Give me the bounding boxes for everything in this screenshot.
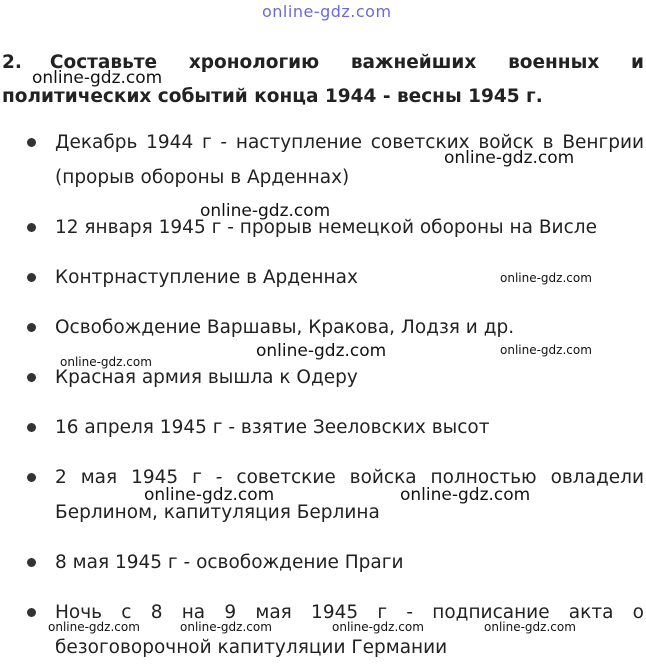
bullet-icon (27, 323, 36, 332)
bullet-icon (27, 608, 36, 617)
list-item-text: Ночь с 8 на 9 мая 1945 г - подписание акта о безоговорочной капитуляции Германии (55, 602, 644, 658)
watermark: online-gdz.com (444, 148, 575, 168)
watermark: online-gdz.com (32, 68, 163, 88)
bullet-icon (27, 138, 36, 147)
watermark: online-gdz.com (200, 201, 331, 221)
list-item-text: Декабрь 1944 г - наступление советских войск в Венгрии (прорыв обороны в Арденнах) (55, 132, 644, 188)
list-item-text: Контрнаступление в Арденнах (55, 267, 358, 288)
bullet-icon (27, 273, 36, 282)
watermark: online-gdz.com (332, 620, 424, 634)
bullet-icon (27, 223, 36, 232)
list-item-text: Красная армия вышла к Одеру (55, 367, 358, 388)
watermark: online-gdz.com (48, 620, 140, 634)
watermark: online-gdz.com (144, 485, 275, 505)
watermark: online-gdz.com (60, 355, 152, 369)
list-item-text: 12 января 1945 г - прорыв немецкой обороны на Висле (55, 217, 597, 238)
list-item-text: 16 апреля 1945 г - взятие Зееловских высот (55, 417, 490, 438)
watermark-top: online-gdz.com (262, 2, 392, 21)
watermark: online-gdz.com (500, 343, 592, 357)
bullet-icon (27, 373, 36, 382)
bullet-icon (27, 473, 36, 482)
watermark: online-gdz.com (500, 271, 592, 285)
question-number: 2. (2, 52, 22, 73)
bullet-icon (27, 423, 36, 432)
question-text: Составьте хронологию важнейших военных и политических событий конца 1944 - весны 1945 г. (2, 52, 644, 107)
list-item-text: 2 мая 1945 г - советские войска полностью овладели Берлином, капитуляция Берлина (55, 467, 644, 523)
list-item-text: Освобождение Варшавы, Кракова, Лодзя и др. (55, 317, 515, 338)
watermark: online-gdz.com (256, 341, 387, 361)
list-item-text: 8 мая 1945 г - освобождение Праги (55, 552, 404, 573)
watermark: online-gdz.com (484, 620, 576, 634)
watermark: online-gdz.com (400, 485, 531, 505)
watermark: online-gdz.com (180, 620, 272, 634)
bullet-icon (27, 558, 36, 567)
